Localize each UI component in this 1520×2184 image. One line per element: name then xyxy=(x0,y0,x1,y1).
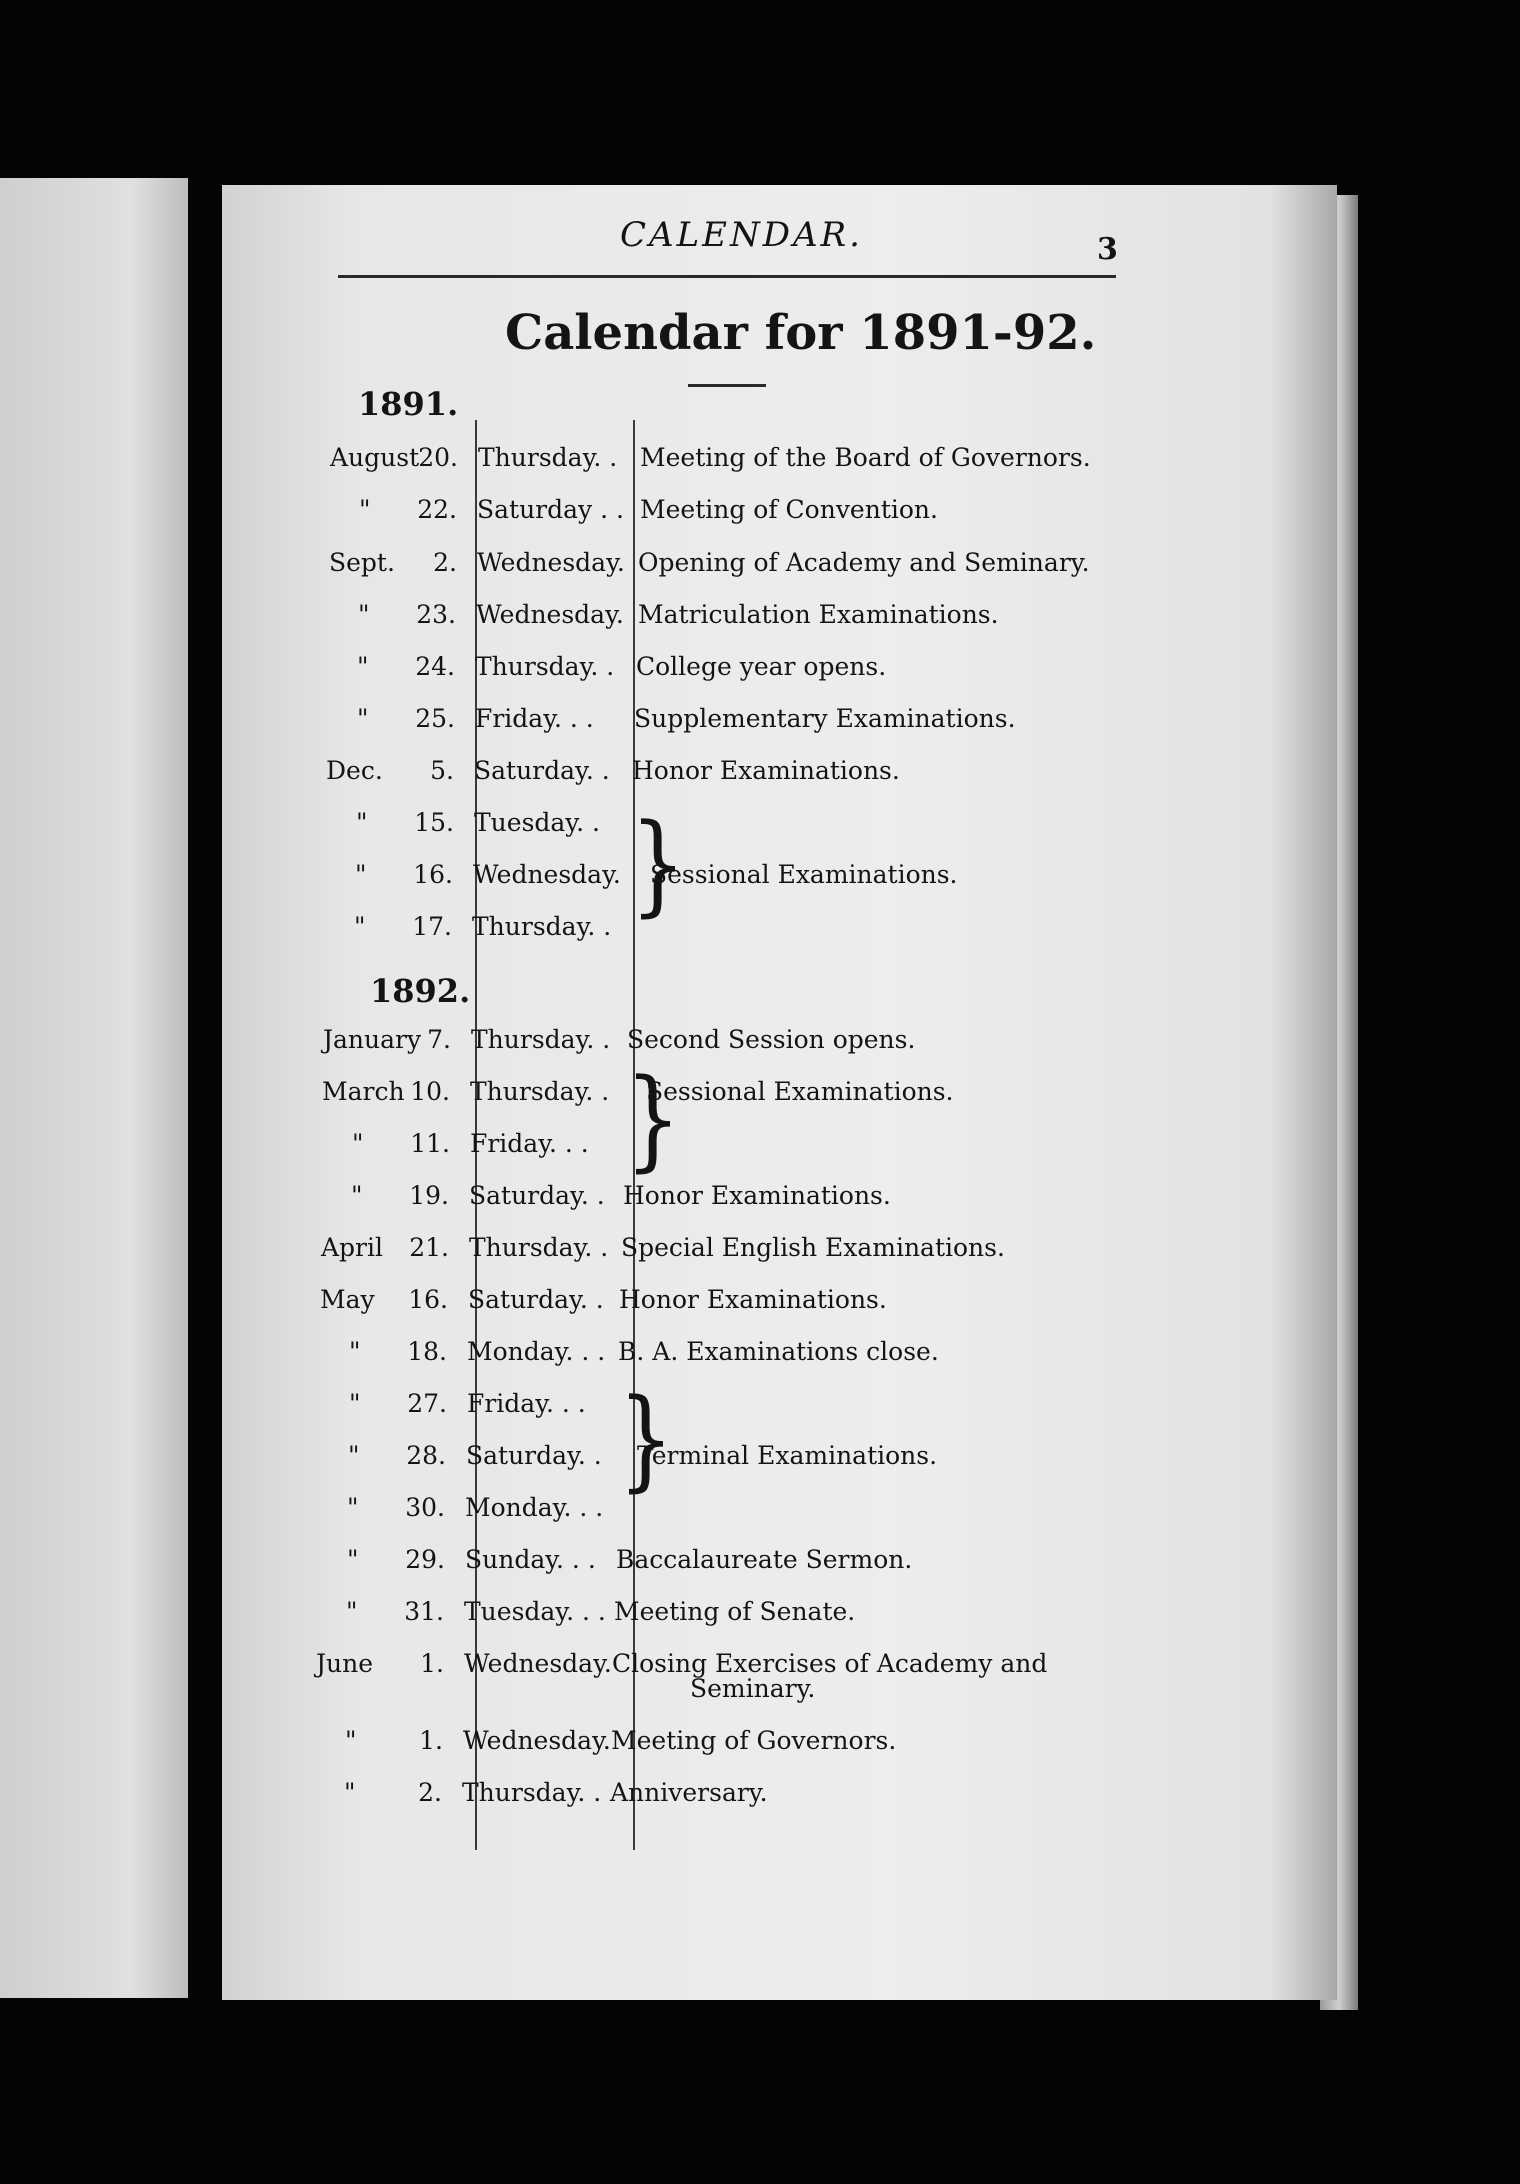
entry-event: Honor Examinations. xyxy=(623,1181,891,1210)
entry-day: 20. xyxy=(418,443,458,472)
entry-event: Meeting of Convention. xyxy=(640,495,938,524)
entry-weekday: Wednesday. xyxy=(463,1726,611,1755)
entry-event: B. A. Examinations close. xyxy=(618,1337,939,1366)
entry-event: Special English Examinations. xyxy=(621,1233,1005,1262)
entry-day: 16. xyxy=(413,860,453,889)
entry-month: " xyxy=(356,808,368,837)
entry-month: " xyxy=(352,1129,364,1158)
entry-month: " xyxy=(345,1726,357,1755)
brace-sessional-march: } xyxy=(625,1054,681,1183)
entry-weekday: Monday. . . xyxy=(467,1337,606,1366)
entry-event: Matriculation Examinations. xyxy=(638,600,999,629)
facing-page xyxy=(0,178,188,1998)
entry-weekday: Saturday. . xyxy=(466,1441,602,1470)
entry-day: 31. xyxy=(404,1597,444,1626)
entry-weekday: Saturday. . xyxy=(468,1285,604,1314)
entry-weekday: Saturday. . xyxy=(469,1181,605,1210)
entry-day: 15. xyxy=(414,808,454,837)
entry-event: Seminary. xyxy=(690,1674,816,1703)
entry-day: 1. xyxy=(419,1726,443,1755)
entry-weekday: Thursday. . xyxy=(475,652,615,681)
entry-month: Sept. xyxy=(329,548,395,577)
entry-month: " xyxy=(349,1389,361,1418)
entry-weekday: Thursday. . xyxy=(478,443,618,472)
entry-event: Meeting of the Board of Governors. xyxy=(640,443,1091,472)
entry-event: Baccalaureate Sermon. xyxy=(616,1545,913,1574)
entry-day: 28. xyxy=(406,1441,446,1470)
entry-day: 21. xyxy=(409,1233,449,1262)
entry-month: " xyxy=(359,495,371,524)
entry-event: Closing Exercises of Academy and xyxy=(612,1649,1048,1678)
entry-weekday: Wednesday. xyxy=(476,600,624,629)
entry-month: " xyxy=(358,600,370,629)
year-heading: 1891. xyxy=(358,385,459,423)
entry-weekday: Wednesday. xyxy=(464,1649,612,1678)
entry-month: May xyxy=(320,1285,375,1314)
entry-day: 1. xyxy=(420,1649,444,1678)
entry-month: " xyxy=(357,704,369,733)
entry-weekday: Tuesday. . . xyxy=(464,1597,606,1626)
entry-month: " xyxy=(347,1545,359,1574)
entry-weekday: Friday. . . xyxy=(470,1129,589,1158)
entry-day: 30. xyxy=(405,1493,445,1522)
entry-weekday: Wednesday. xyxy=(477,548,625,577)
entry-weekday: Wednesday. xyxy=(473,860,621,889)
entry-month: " xyxy=(357,652,369,681)
entry-day: 11. xyxy=(410,1129,450,1158)
entry-month: " xyxy=(349,1337,361,1366)
entry-day: 7. xyxy=(427,1025,451,1054)
entry-weekday: Friday. . . xyxy=(475,704,594,733)
page-number: 3 xyxy=(1097,232,1118,267)
entry-event: Second Session opens. xyxy=(627,1025,916,1054)
entry-day: 19. xyxy=(409,1181,449,1210)
entry-event: Terminal Examinations. xyxy=(637,1441,938,1470)
entry-event: Meeting of Senate. xyxy=(614,1597,856,1626)
entry-month: " xyxy=(346,1597,358,1626)
entry-month: " xyxy=(348,1441,360,1470)
entry-event: Honor Examinations. xyxy=(632,756,900,785)
header-rule xyxy=(338,275,1116,278)
running-header: CALENDAR. xyxy=(620,215,863,255)
entry-weekday: Thursday. . xyxy=(471,1025,611,1054)
entry-day: 17. xyxy=(412,912,452,941)
entry-day: 27. xyxy=(407,1389,447,1418)
entry-month: January xyxy=(323,1025,422,1054)
entry-weekday: Thursday. . xyxy=(470,1077,610,1106)
brace-sessional-dec: } xyxy=(630,799,686,928)
entry-month: " xyxy=(344,1778,356,1807)
entry-day: 10. xyxy=(410,1077,450,1106)
entry-day: 29. xyxy=(405,1545,445,1574)
entry-month: March xyxy=(322,1077,405,1106)
entry-weekday: Thursday. . xyxy=(462,1778,602,1807)
entry-weekday: Tuesday. . xyxy=(474,808,600,837)
entry-weekday: Thursday. . xyxy=(469,1233,609,1262)
entry-event: Opening of Academy and Seminary. xyxy=(638,548,1090,577)
entry-month: " xyxy=(347,1493,359,1522)
entry-event: College year opens. xyxy=(636,652,887,681)
entry-event: Meeting of Governors. xyxy=(611,1726,897,1755)
entry-month: June xyxy=(316,1649,374,1678)
brace-terminal: } xyxy=(618,1374,674,1503)
entry-day: 2. xyxy=(433,548,457,577)
entry-event: Supplementary Examinations. xyxy=(634,704,1016,733)
entry-day: 18. xyxy=(407,1337,447,1366)
entry-event: Sessional Examinations. xyxy=(650,860,958,889)
entry-day: 2. xyxy=(418,1778,442,1807)
entry-day: 16. xyxy=(408,1285,448,1314)
entry-event: Sessional Examinations. xyxy=(646,1077,954,1106)
entry-weekday: Monday. . . xyxy=(465,1493,604,1522)
page-title: Calendar for 1891-92. xyxy=(505,305,1097,361)
year-heading: 1892. xyxy=(370,972,471,1010)
entry-day: 24. xyxy=(415,652,455,681)
entry-event: Anniversary. xyxy=(610,1778,768,1807)
entry-month: Dec. xyxy=(326,756,383,785)
entry-day: 5. xyxy=(430,756,454,785)
entry-month: " xyxy=(354,912,366,941)
entry-day: 22. xyxy=(417,495,457,524)
entry-weekday: Thursday. . xyxy=(472,912,612,941)
entry-month: April xyxy=(321,1233,383,1262)
entry-weekday: Saturday . . xyxy=(477,495,624,524)
title-rule xyxy=(688,384,766,387)
entry-day: 25. xyxy=(415,704,455,733)
entry-event: Honor Examinations. xyxy=(619,1285,887,1314)
entry-month: " xyxy=(355,860,367,889)
entry-weekday: Sunday. . . xyxy=(465,1545,596,1574)
entry-month: August xyxy=(330,443,420,472)
entry-weekday: Friday. . . xyxy=(467,1389,586,1418)
entry-weekday: Saturday. . xyxy=(474,756,610,785)
entry-day: 23. xyxy=(416,600,456,629)
entry-month: " xyxy=(351,1181,363,1210)
